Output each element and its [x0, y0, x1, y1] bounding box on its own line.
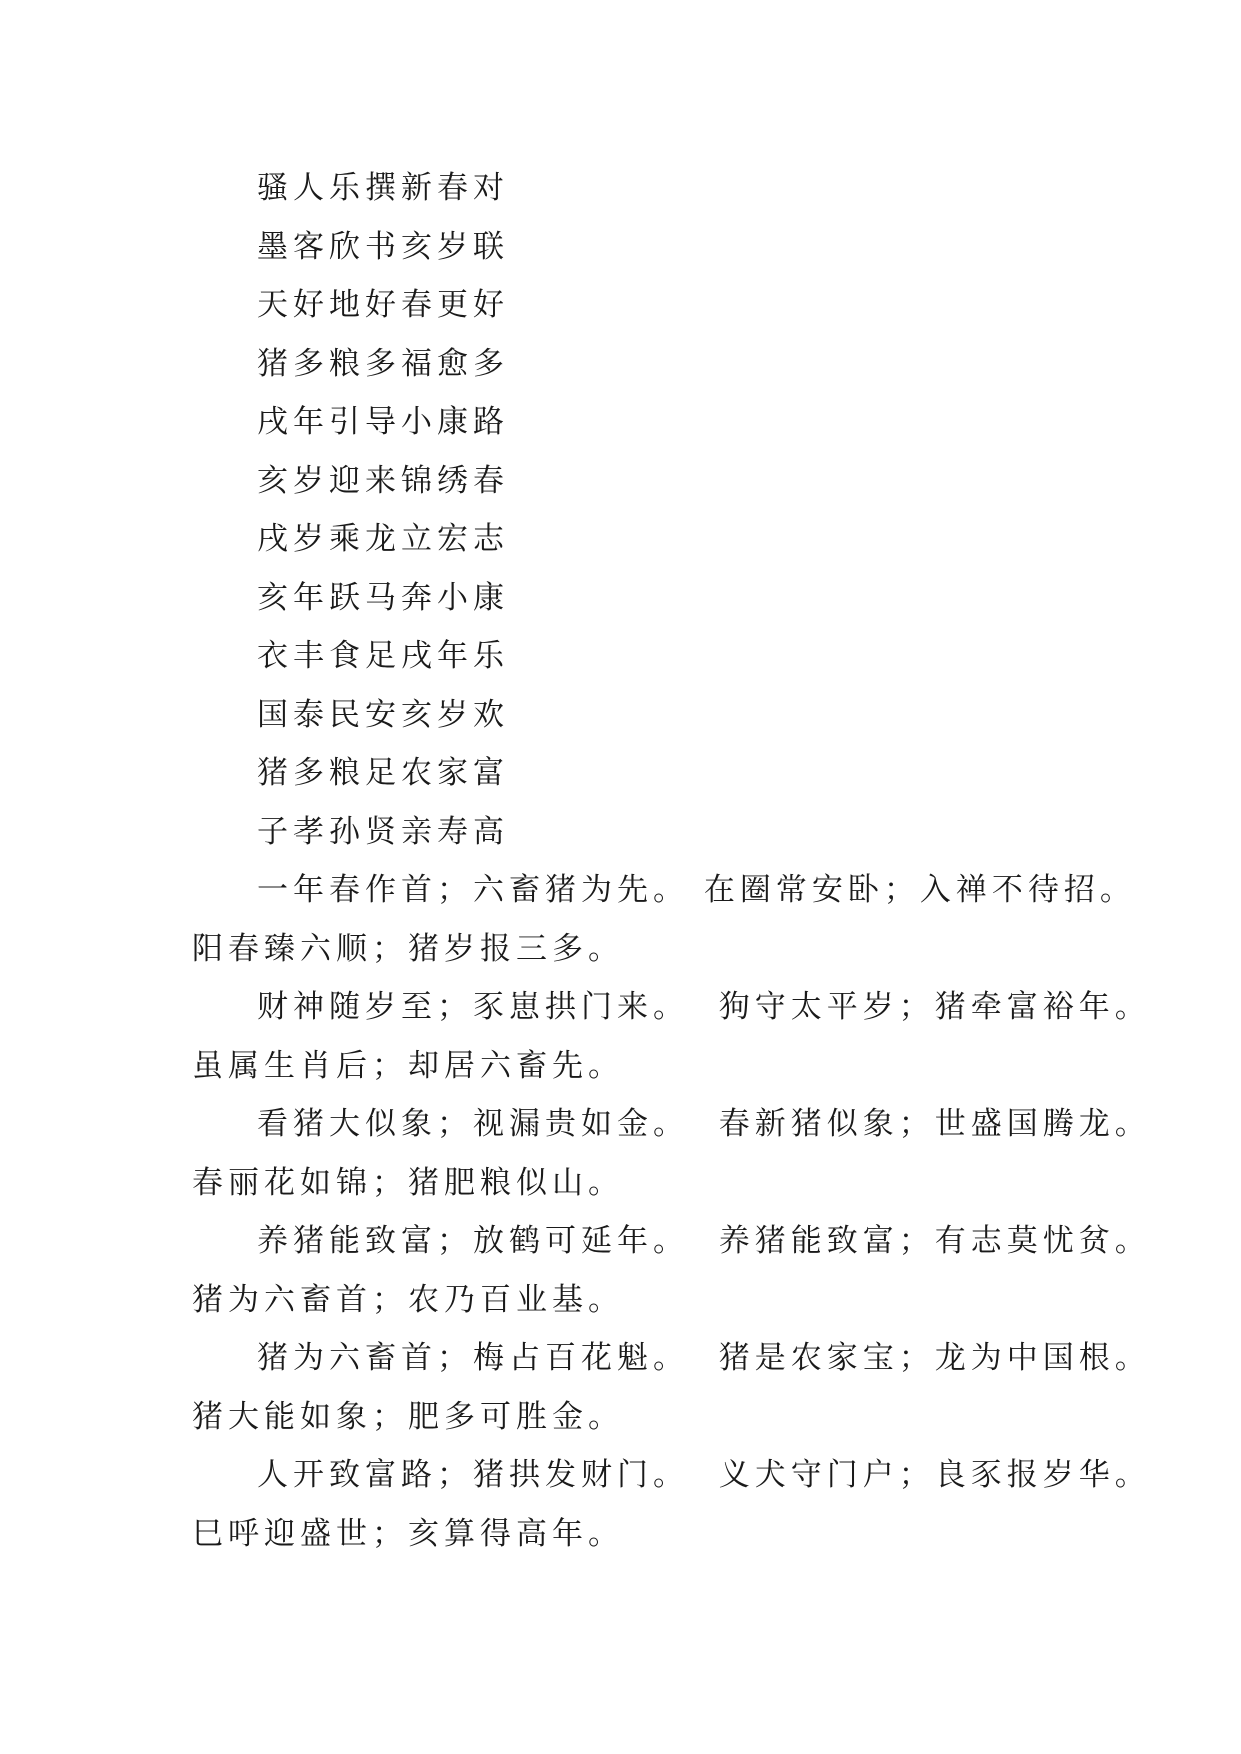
paragraph-line: 看猪大似象；视漏贵如金。 春新猪似象；世盛国腾龙。	[257, 1106, 1151, 1142]
couplet-line: 骚人乐撰新春对	[257, 170, 509, 206]
couplet-line: 天好地好春更好	[257, 287, 509, 323]
couplet-line: 亥年跃马奔小康	[257, 579, 509, 616]
couplet-line: 戌岁乘龙立宏志	[257, 521, 509, 557]
paragraph-line: 一年春作首；六畜猪为先。 在圈常安卧；入禅不待招。	[257, 872, 1136, 908]
couplet-line: 衣丰食足戌年乐	[257, 638, 509, 674]
paragraph-line: 猪为六畜首；农乃百业基。	[192, 1281, 624, 1318]
paragraph-line: 猪为六畜首；梅占百花魁。 猪是农家宝；龙为中国根。	[257, 1340, 1151, 1376]
couplet-line: 亥岁迎来锦绣春	[257, 462, 509, 499]
couplet-line: 猪多粮足农家富	[257, 755, 509, 791]
paragraph-line: 养猪能致富；放鹤可延年。 养猪能致富；有志莫忧贫。	[257, 1223, 1151, 1259]
couplet-line: 戌年引导小康路	[257, 404, 509, 440]
paragraph-line: 猪大能如象；肥多可胜金。	[192, 1398, 624, 1435]
paragraph-line: 巳呼迎盛世；亥算得高年。	[192, 1515, 624, 1552]
couplet-line: 墨客欣书亥岁联	[257, 228, 509, 265]
paragraph-line: 人开致富路；猪拱发财门。 义犬守门户；良豕报岁华。	[257, 1457, 1151, 1493]
couplet-line: 国泰民安亥岁欢	[257, 696, 509, 733]
paragraph-line: 春丽花如锦；猪肥粮似山。	[192, 1164, 624, 1201]
couplet-line: 子孝孙贤亲寿高	[257, 813, 509, 850]
document-body	[192, 159, 1151, 1563]
paragraph-line: 虽属生肖后；却居六畜先。	[192, 1047, 624, 1084]
couplet-line: 猪多粮多福愈多	[257, 345, 509, 382]
paragraph-line: 财神随岁至；豕崽拱门来。 狗守太平岁；猪牵富裕年。	[257, 989, 1151, 1025]
paragraph-line: 阳春臻六顺；猪岁报三多。	[192, 930, 624, 967]
